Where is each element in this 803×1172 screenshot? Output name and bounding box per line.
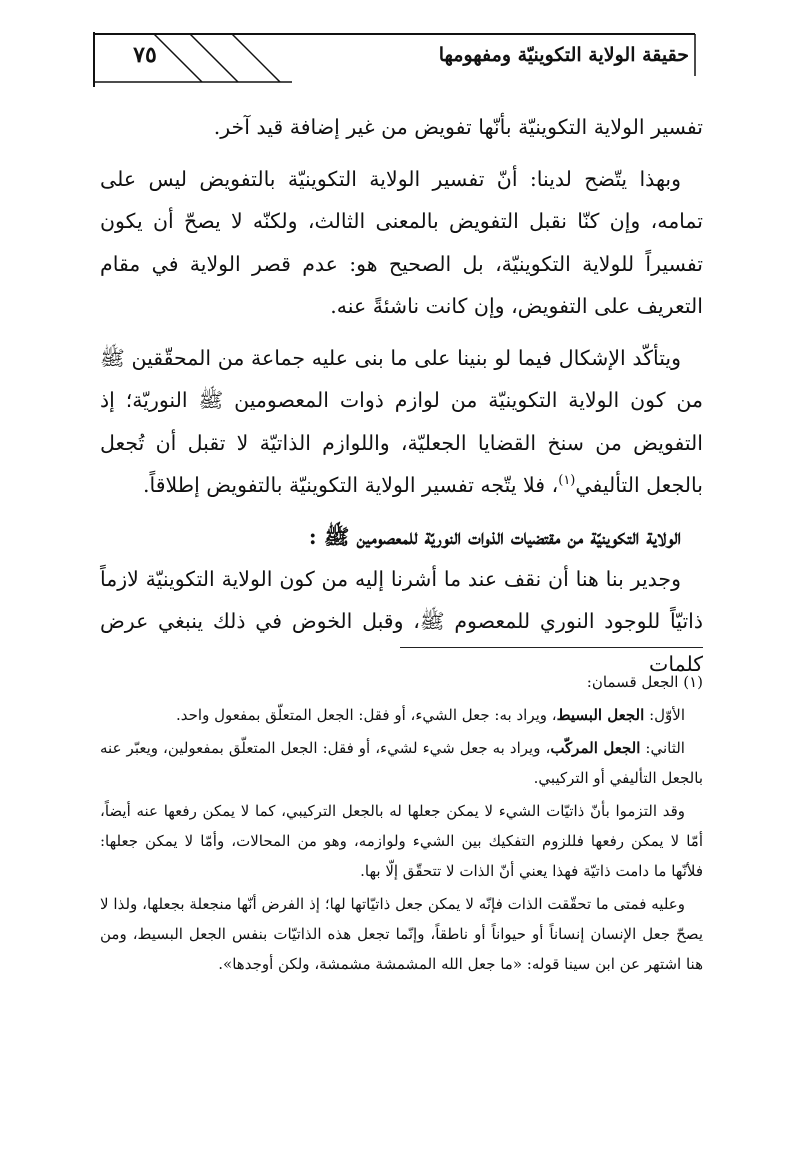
footnotes — [100, 667, 703, 982]
footnote-marker[interactable]: (١) — [558, 473, 576, 489]
second-kind-label: الثاني: — [645, 739, 685, 757]
second-kind-term: الجعل المركّب — [550, 739, 641, 757]
paragraph-2: وبهذا يتّضح لدينا: أنّ تفسير الولاية التكوينيّة بالتفويض ليس على تمامه، وإن كنّا نقبل التفويض بالمعنى الثالث، ولكنّه لا يصحّ أن يكون تفسيراً للولاية التكوينيّة، بل الصحيح هو: عدم قصر الولاية في مقام التعريف على التفويض، وإن كانت ناشئةً عنه. — [100, 166, 703, 318]
first-kind-term: الجعل البسيط — [556, 706, 645, 724]
paragraph-1: تفسير الولاية التكوينيّة بأنّها تفويض من غير إضافة قيد آخر. — [213, 115, 703, 139]
footnote-paragraph-3: وقد التزموا بأنّ ذاتيّات الشيء لا يمكن جعلها له بالجعل التركيبي، كما لا يمكن رفعها عنه أيضاً، أمّا لا يمكن رفعها فللزوم التفكيك بين الشيء ولوازمه، وهو من المحالات، وأمّا لا يمكن جعلها: فلأنّها ما دامت ذاتيّة فهذا يعني أنّ الذات لا تتحقّق إلّا بها. — [100, 802, 703, 880]
first-kind-label: الأوّل: — [649, 706, 685, 724]
paragraph-3 — [100, 337, 703, 507]
first-kind-text: ، ويراد به: جعل الشيء، أو فقل: الجعل المتعلّق بمفعول واحد. — [176, 706, 557, 724]
page-number: ٧٥ — [133, 42, 157, 68]
paragraph-4: وجدير بنا هنا أن نقف عند ما أشرنا إليه من كون الولاية التكوينيّة لازماً ذاتيّاً للوجود النوري للمعصوم ﷺ، وقبل الخوض في ذلك ينبغي عرض كلمات — [100, 566, 703, 676]
footnote-second-kind — [100, 733, 703, 793]
section-heading: الولاية التكوينيّة من مقتضيات الذوات النوريّة للمعصومين ﷺ : — [308, 523, 681, 549]
footnote-1-intro: (١) الجعل قسمان: — [586, 673, 703, 691]
page-header — [92, 30, 697, 88]
paragraph-3-text-b: ، فلا يتّجه تفسير الولاية التكوينيّة بالتفويض إطلاقاً. — [142, 473, 559, 497]
paragraph-3-text-a: ويتأكّد الإشكال فيما لو بنينا على ما بنى عليه جماعة من المحقّقين ﷺ من كون الولاية التكوينيّة من لوازم ذوات المعصومين ﷺ النوريّة؛ إذ التفويض من سنخ القضايا الجعليّة، واللوازم الذاتيّة لا تقبل أن تُجعل بالجعل التأليفي — [100, 345, 703, 497]
second-kind-text: ، ويراد به جعل شيء لشيء، أو فقل: الجعل المتعلّق بمفعولين، ويعبّر عنه بالجعل التأليفي أو التركيبي. — [100, 739, 703, 787]
main-text — [100, 106, 703, 694]
footnote-paragraph-4: وعليه فمتى ما تحقّقت الذات فإنّه لا يمكن جعل ذاتيّاتها لها؛ إذ الفرض أنّها منجعلة بجعلها، ولذا لا يصحّ جعل الإنسان إنساناً أو حيواناً أو ناطقاً، وإنّما تجعل هذه الذاتيّات بنفس الجعل البسيط، ومن هنا اشتهر عن ابن سينا قوله: «ما جعل الله المشمشة مشمشة، ولكن أوجدها». — [100, 895, 703, 973]
running-title: حقيقة الولاية التكوينيّة ومفهومها — [438, 44, 689, 66]
footnote-first-kind — [100, 700, 703, 730]
footnote-divider — [400, 647, 703, 648]
